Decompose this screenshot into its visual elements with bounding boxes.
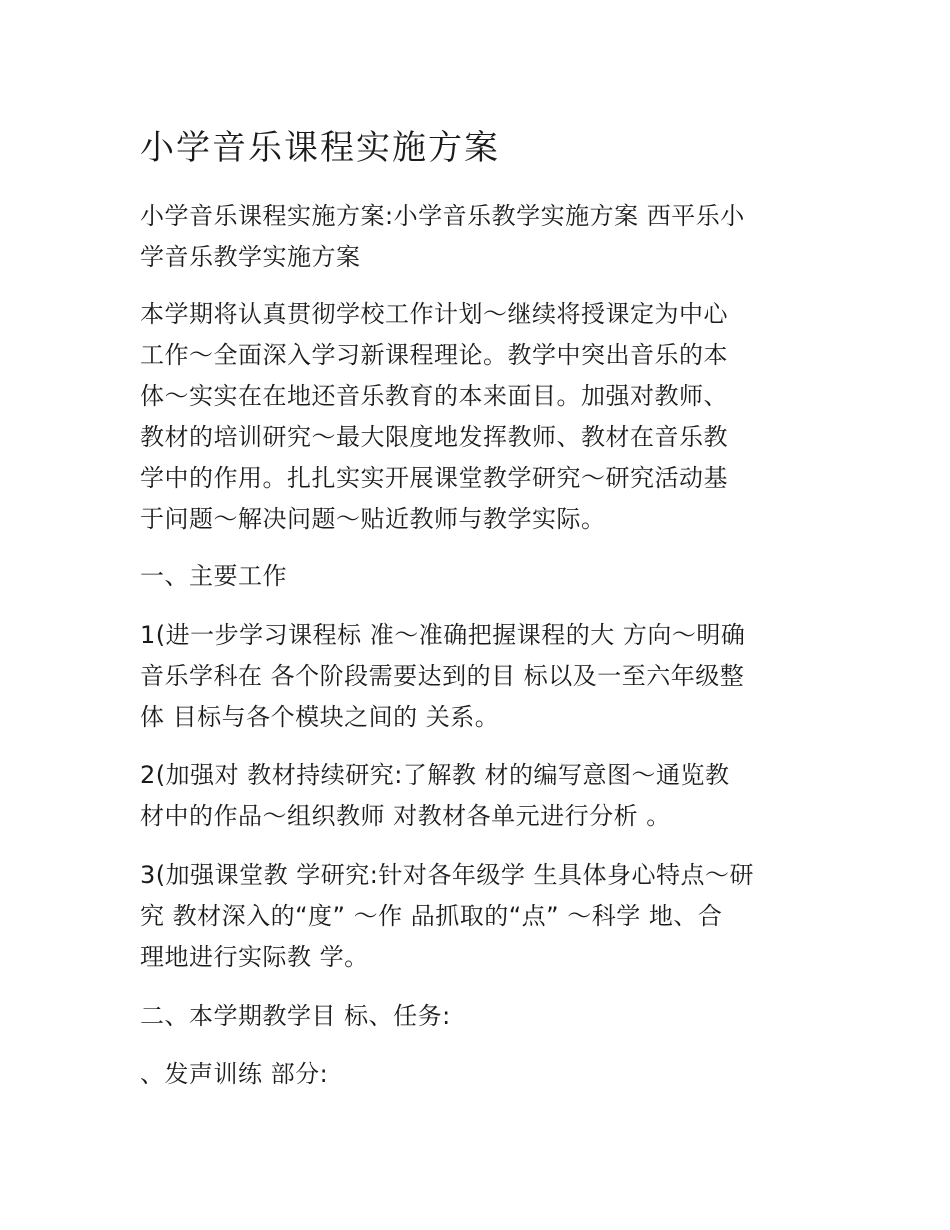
text-line: 1(进一步学习课程标 准～准确把握课程的大 方向～明确 xyxy=(140,621,746,649)
text-line: 材中的作品～组织教师 对教材各单元进行分析 。 xyxy=(140,802,671,830)
text-line: 体～实实在在地还音乐教育的本来面目。加强对教师、 xyxy=(140,382,728,410)
text-line: 小学音乐课程实施方案:小学音乐教学实施方案 西平乐小 xyxy=(140,202,745,230)
text-line: 、发声训练 部分: xyxy=(140,1060,329,1088)
text-line: 音乐学科在 各个阶段需要达到的目 标以及一至六年级整 xyxy=(140,662,745,690)
text-line: 教材的培训研究～最大限度地发挥教师、教材在音乐教 xyxy=(140,423,728,451)
text-line: 二、本学期教学目 标、任务: xyxy=(140,1002,451,1030)
list-item-3 xyxy=(140,855,812,978)
document-title: 小学音乐课程实施方案 xyxy=(140,128,500,168)
text-line: 体 目标与各个模块之间的 关系。 xyxy=(140,703,500,731)
text-line: 工作～全面深入学习新课程理论。教学中突出音乐的本 xyxy=(140,341,728,369)
text-line: 学中的作用。扎扎实实开展课堂教学研究～研究活动基 xyxy=(140,464,728,492)
intro-paragraph xyxy=(140,294,812,540)
section-heading-goals xyxy=(140,996,812,1037)
list-item-2 xyxy=(140,755,812,837)
text-line: 2(加强对 教材持续研究:了解教 材的编写意图～通览教 xyxy=(140,761,730,789)
text-line: 学音乐教学实施方案 xyxy=(140,243,361,271)
text-line: 本学期将认真贯彻学校工作计划～继续将授课定为中心 xyxy=(140,300,728,328)
subtitle-paragraph xyxy=(140,196,812,278)
text-line: 一、主要工作 xyxy=(140,562,287,590)
subsection-heading-vocal-training xyxy=(140,1054,812,1095)
text-line: 理地进行实际教 学。 xyxy=(140,943,369,971)
list-item-1 xyxy=(140,615,812,738)
text-line: 于问题～解决问题～贴近教师与教学实际。 xyxy=(140,505,606,533)
section-heading-main-work xyxy=(140,556,812,597)
text-line: 究 教材深入的“度” ～作 品抓取的“点” ～科学 地、合 xyxy=(140,902,723,930)
text-line: 3(加强课堂教 学研究:针对各年级学 生具体身心特点～研 xyxy=(140,861,754,889)
